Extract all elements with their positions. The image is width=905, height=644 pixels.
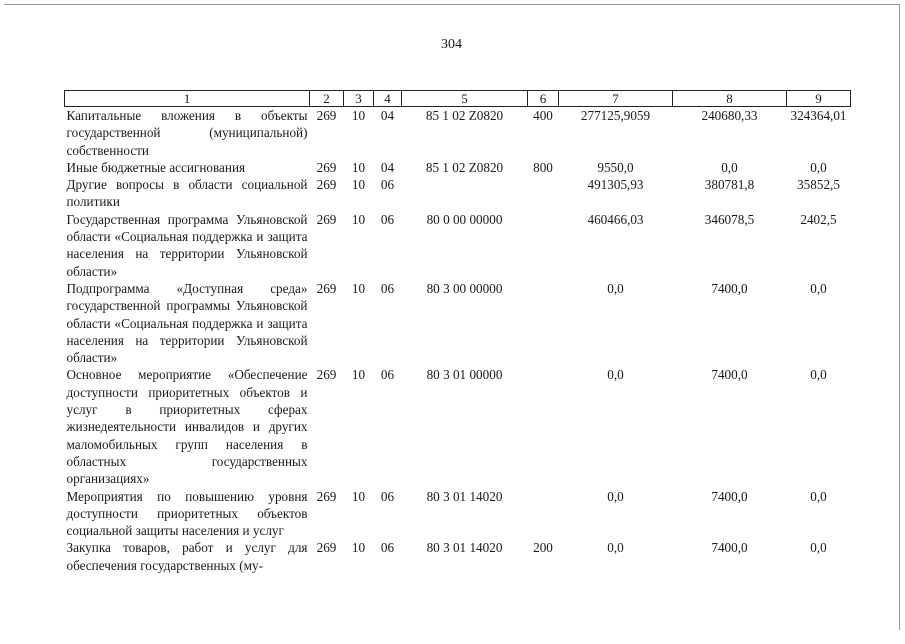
code-cell: 10 xyxy=(351,211,366,227)
item-name: Основное мероприятие «Обеспечение доступности приоритетных объектов и услуг в приоритетных сферах жизнедеятельности инвалидов и других маломобильных групп населения в областных государственных организациях» xyxy=(66,367,308,487)
code-cell: 269 xyxy=(316,108,337,123)
amount-cell: 0,0 xyxy=(810,159,827,175)
item-name: Подпрограмма «Доступная среда» государственной программы Ульяновской области «Социальная поддержка и защита населения на территории Ульяновской области» xyxy=(66,280,308,366)
amount-cell: 2402,5 xyxy=(800,211,837,227)
header-cell: 1 xyxy=(65,91,310,107)
amount-cell: 277125,9059 xyxy=(580,108,651,123)
amount-cell: 0,0 xyxy=(607,367,624,383)
code-cell: 06 xyxy=(380,280,395,296)
amount-cell: 7400,0 xyxy=(711,280,748,296)
code-cell: 400 xyxy=(533,108,553,123)
code-cell: 10 xyxy=(351,177,366,193)
code-cell: 04 xyxy=(380,159,395,175)
amount-cell: 0,0 xyxy=(810,367,827,383)
header-row xyxy=(65,91,851,107)
amount-cell: 7400,0 xyxy=(711,488,748,504)
header-cell: 9 xyxy=(787,91,851,107)
amount-cell: 0,0 xyxy=(607,280,624,296)
budget-table xyxy=(64,90,851,574)
amount-cell: 0,0 xyxy=(810,280,827,296)
code-cell xyxy=(402,176,528,211)
code-cell: 80 3 01 00000 xyxy=(426,367,503,383)
code-cell: 85 1 02 Z0820 xyxy=(425,159,504,175)
code-cell: 269 xyxy=(316,280,337,296)
code-cell: 80 0 00 00000 xyxy=(426,211,503,227)
header-cell: 4 xyxy=(374,91,402,107)
amount-cell: 460466,03 xyxy=(587,211,644,227)
table-row xyxy=(65,211,851,280)
table-row xyxy=(65,488,851,540)
header-cell: 8 xyxy=(673,91,787,107)
item-name: Другие вопросы в области социальной политики xyxy=(66,177,308,210)
code-cell: 80 3 01 14020 xyxy=(426,488,503,504)
code-cell: 06 xyxy=(380,488,395,504)
header-cell: 7 xyxy=(559,91,673,107)
code-cell: 85 1 02 Z0820 xyxy=(425,108,504,123)
amount-cell: 0,0 xyxy=(810,540,827,556)
table-row xyxy=(65,107,851,159)
code-cell: 80 3 00 00000 xyxy=(426,280,503,296)
code-cell xyxy=(528,366,559,487)
header-cell: 3 xyxy=(344,91,374,107)
amount-cell: 0,0 xyxy=(721,159,738,175)
page-number: 304 xyxy=(441,37,462,52)
code-cell: 10 xyxy=(351,159,366,175)
code-cell: 80 3 01 14020 xyxy=(426,540,503,556)
code-cell: 10 xyxy=(351,108,366,123)
code-cell xyxy=(528,280,559,366)
amount-cell: 491305,93 xyxy=(587,177,644,193)
table-row xyxy=(65,539,851,574)
table-row xyxy=(65,176,851,211)
code-cell: 269 xyxy=(316,367,337,383)
code-cell: 800 xyxy=(533,159,553,175)
item-name: Иные бюджетные ассигнования xyxy=(66,159,246,175)
code-cell: 269 xyxy=(316,488,337,504)
amount-cell: 346078,5 xyxy=(704,211,755,227)
amount-cell: 0,0 xyxy=(607,540,624,556)
code-cell: 10 xyxy=(351,367,366,383)
code-cell xyxy=(528,488,559,540)
code-cell: 269 xyxy=(316,159,337,175)
code-cell: 04 xyxy=(380,108,395,123)
amount-cell: 9550,0 xyxy=(597,159,634,175)
code-cell: 269 xyxy=(316,211,337,227)
table-row xyxy=(65,366,851,487)
code-cell xyxy=(528,176,559,211)
code-cell: 06 xyxy=(380,367,395,383)
header-cell: 2 xyxy=(310,91,344,107)
code-cell: 269 xyxy=(316,177,337,193)
code-cell xyxy=(528,211,559,280)
code-cell: 200 xyxy=(533,540,553,556)
amount-cell: 0,0 xyxy=(607,488,624,504)
item-name: Закупка товаров, работ и услуг для обеспечения государственных (му- xyxy=(66,540,308,573)
amount-cell: 324364,01 xyxy=(790,108,847,123)
code-cell: 10 xyxy=(351,280,366,296)
amount-cell: 7400,0 xyxy=(711,540,748,556)
code-cell: 10 xyxy=(351,540,366,556)
amount-cell: 240680,33 xyxy=(701,108,758,123)
code-cell: 10 xyxy=(351,488,366,504)
amount-cell: 0,0 xyxy=(810,488,827,504)
document-page xyxy=(4,4,900,630)
item-name: Государственная программа Ульяновской области «Социальная поддержка и защита населения на территории Ульяновской области» xyxy=(66,211,308,279)
header-cell: 5 xyxy=(402,91,528,107)
amount-cell: 380781,8 xyxy=(704,177,755,193)
code-cell: 269 xyxy=(316,540,337,556)
table-row xyxy=(65,159,851,176)
table-row xyxy=(65,280,851,366)
code-cell: 06 xyxy=(380,540,395,556)
item-name: Мероприятия по повышению уровня доступности приоритетных объектов социальной защиты населения и услуг xyxy=(66,488,308,539)
code-cell: 06 xyxy=(380,177,395,193)
amount-cell: 35852,5 xyxy=(797,177,840,193)
header-cell: 6 xyxy=(528,91,559,107)
code-cell: 06 xyxy=(380,211,395,227)
amount-cell: 7400,0 xyxy=(711,367,748,383)
item-name: Капитальные вложения в объекты государственной (муниципальной) собственности xyxy=(66,108,308,158)
